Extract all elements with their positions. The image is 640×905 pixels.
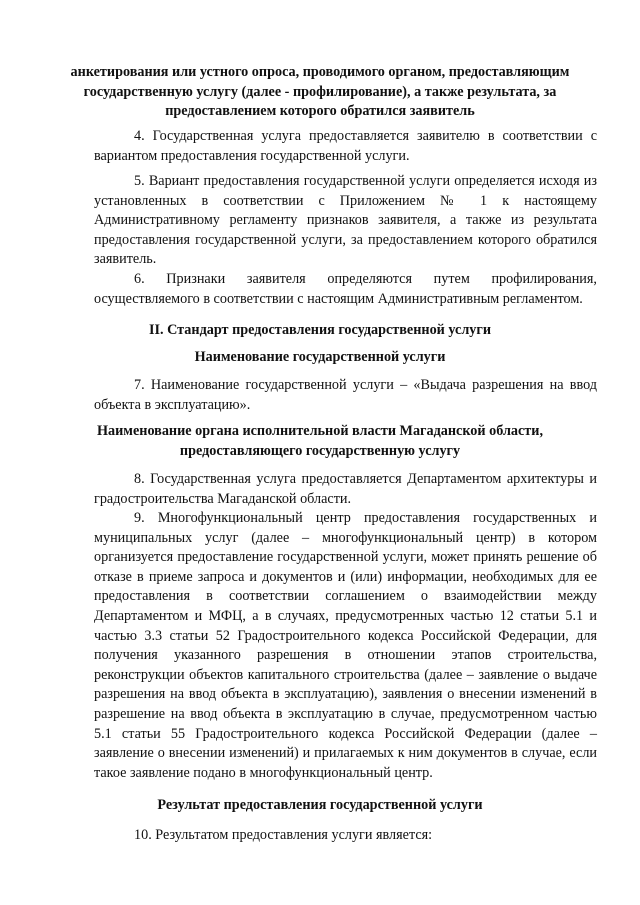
p6-word: определяются xyxy=(327,271,412,287)
paragraph-10: 10. Результатом предоставления услуги является: xyxy=(134,827,433,843)
p6-word: 6. xyxy=(134,271,145,287)
paragraph-9: 9. Многофункциональный центр предоставления государственных и муниципальных услуг (далее – многофункциональный центр) в котором организуется предоставление государственной услуги, может принять решение об отказе в приеме запроса и документов и (или) информации, необходимых для ее предоставления в соответствии соглашением о взаимодействии между Департаментом и МФЦ, а в случаях, предусмотренных частью 12 статьи 5.1 и частью 3.3 статьи 52 Градостроительного кодекса Российской Федерации, для получения указанного разрешения в отношении этапов строительства, реконструкции объектов капитального строительства (далее – заявление о выдаче разрешения на ввод объекта в эксплуатацию), заявления о внесении изменений в разрешение на ввод объекта в эксплуатацию в случае, предусмотренном частью 5.1 статьи 55 Градостроительного кодекса Российской Федерации (далее – заявление о внесении изменений) и прилагаемых к ним документов в случае, если такое заявление подано в многофункциональный центр. xyxy=(94,510,597,781)
paragraph-6 xyxy=(94,270,597,309)
paragraph-6-first-line xyxy=(94,270,597,290)
section-2-heading: II. Стандарт предоставления государственной услуги xyxy=(148,322,492,338)
paragraph-4: 4. Государственная услуга предоставляется заявителю в соответствии с вариантом предоставления государственной услуги. xyxy=(94,128,597,164)
p6-word: заявителя xyxy=(246,271,306,287)
result-heading: Результат предоставления государственной услуги xyxy=(157,797,483,813)
p6-word: профилирования, xyxy=(491,271,597,287)
p6-word: Признаки xyxy=(166,271,226,287)
paragraph-6-rest: осуществляемого в соответствии с настоящим Административным регламентом. xyxy=(94,290,583,307)
p6-word: путем xyxy=(433,271,470,287)
paragraph-5: 5. Вариант предоставления государственной услуги определяется исходя из установленных в соответствии с Приложением № 1 к настоящему Административному регламенту признаков заявителя, а также из результата предоставления государственной услуги, за предоставлением которого обратился заявитель. xyxy=(94,173,597,268)
intro-heading: анкетирования или устного опроса, проводимого органом, предоставляющим государственную услугу (далее - профилирование), а также результата, за предоставлением которого обратился заявитель xyxy=(70,64,570,120)
service-name-heading: Наименование государственной услуги xyxy=(194,349,446,365)
paragraph-7: 7. Наименование государственной услуги – «Выдача разрешения на ввод объекта в эксплуатацию». xyxy=(94,377,597,413)
paragraph-8: 8. Государственная услуга предоставляется Департаментом архитектуры и градостроительства Магаданской области. xyxy=(94,471,597,507)
authority-heading: Наименование органа исполнительной власти Магаданской области, предоставляющего государственную услугу xyxy=(97,423,543,459)
